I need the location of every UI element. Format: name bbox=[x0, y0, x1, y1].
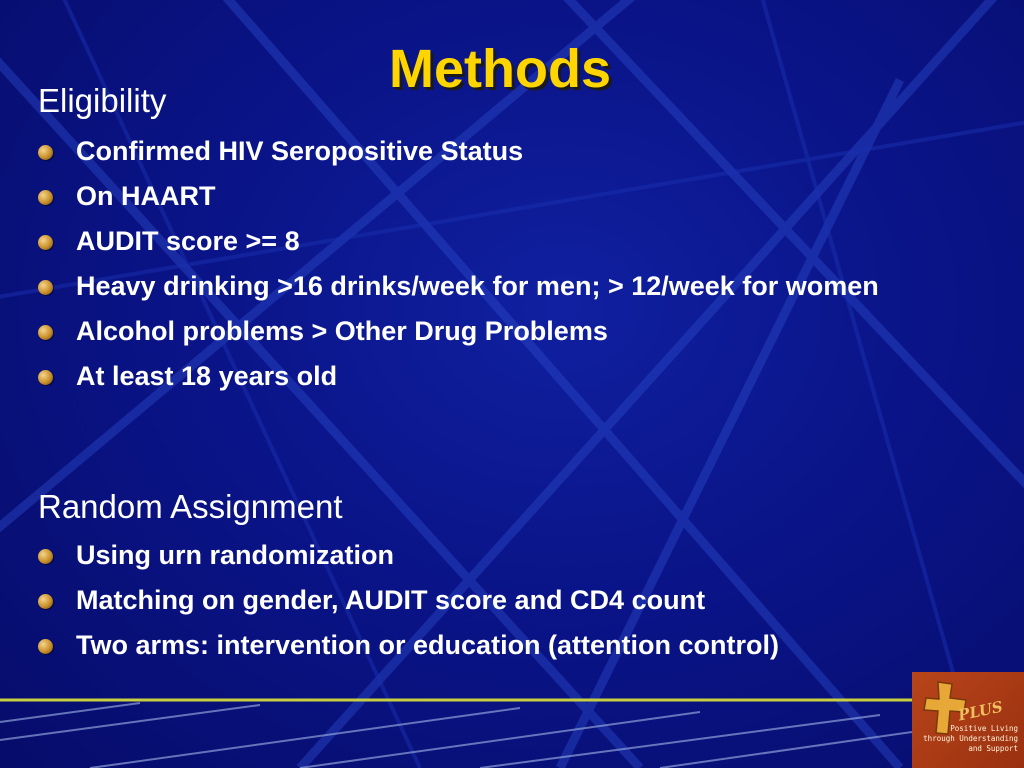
list-item bbox=[36, 268, 996, 304]
bullet-icon bbox=[38, 370, 53, 385]
section-heading-random-assignment: Random Assignment bbox=[38, 488, 343, 525]
bullet-icon bbox=[38, 639, 53, 654]
list-item-text: AUDIT score >= 8 bbox=[76, 226, 300, 256]
logo-wordmark: PLUS bbox=[956, 697, 1005, 725]
list-item-text: Heavy drinking >16 drinks/week for men; > 12/week for women bbox=[76, 271, 879, 301]
list-item bbox=[36, 133, 996, 169]
eligibility-list bbox=[36, 133, 996, 403]
list-item-text: On HAART bbox=[76, 181, 216, 211]
slide-title: Methods bbox=[389, 39, 611, 99]
list-item-text: At least 18 years old bbox=[76, 361, 338, 391]
list-item-text: Alcohol problems > Other Drug Problems bbox=[76, 316, 608, 346]
list-item bbox=[36, 313, 996, 349]
list-item-text: Confirmed HIV Seropositive Status bbox=[76, 136, 524, 166]
list-item-text: Two arms: intervention or education (attention control) bbox=[76, 630, 780, 660]
bullet-icon bbox=[38, 190, 53, 205]
bullet-icon bbox=[38, 145, 53, 160]
bullet-icon bbox=[38, 235, 53, 250]
logo-tagline: Positive Living through Understanding and Support bbox=[923, 724, 1018, 753]
list-item bbox=[36, 582, 996, 618]
plus-logo bbox=[912, 672, 1024, 768]
list-item bbox=[36, 358, 996, 394]
list-item bbox=[36, 537, 996, 573]
bullet-icon bbox=[38, 280, 53, 295]
bullet-icon bbox=[38, 594, 53, 609]
bullet-icon bbox=[38, 549, 53, 564]
list-item bbox=[36, 223, 996, 259]
bullet-icon bbox=[38, 325, 53, 340]
list-item bbox=[36, 178, 996, 214]
list-item-text: Using urn randomization bbox=[76, 540, 395, 570]
section-heading-eligibility: Eligibility bbox=[38, 82, 167, 119]
list-item bbox=[36, 627, 996, 663]
random-assignment-list bbox=[36, 537, 996, 672]
list-item-text: Matching on gender, AUDIT score and CD4 count bbox=[76, 585, 706, 615]
